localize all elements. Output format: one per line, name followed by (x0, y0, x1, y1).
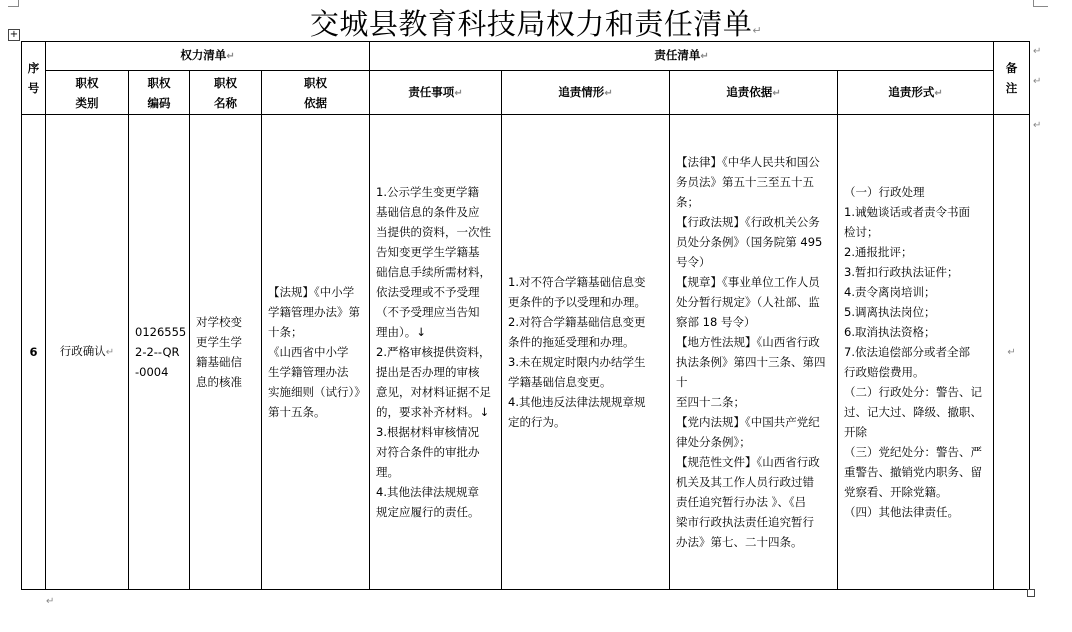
cell-line: 责任追究暂行办法 》、《吕 (676, 495, 807, 509)
cell-line: 2.通报批评； (844, 245, 913, 259)
cell-line: 告知变更学生学籍基 (376, 245, 480, 259)
cell-line: 察部 18 号令） (676, 315, 756, 329)
cell-line: 【法规】《中小学 (268, 285, 355, 299)
cell-line: 处分暂行规定》（人社部、监 (676, 295, 820, 309)
cell-line: 意见，对材料证据不足 (376, 385, 492, 399)
cell-line: 律处分条例》； (676, 435, 751, 449)
cell-line: 基础信息的条件及应 (376, 205, 480, 219)
cell-line: 4.其他法律法规规章 (376, 485, 479, 499)
cell-line: （不予受理应当告知 (376, 305, 480, 319)
responsibility-table (21, 41, 1030, 590)
row-power-type: 行政确认↵ (46, 115, 129, 590)
header-power-type: 职权 类别 (46, 71, 129, 115)
cell-line: 定的行为。 (508, 415, 566, 429)
cell-line: 务员法》第五十三至五十五 (676, 175, 815, 189)
paragraph-mark: ↵ (1033, 120, 1042, 131)
table-header-row-1 (22, 42, 1030, 71)
page-title: 交城县教育科技局权力和责任清单↵ (309, 7, 763, 41)
cell-line: 理。 (376, 465, 400, 479)
cell-line: 【规章】《事业单位工作人员 (676, 275, 820, 289)
cell-line: 行政赔偿费用。 (844, 365, 925, 379)
cell-line: 当提供的资料，一次性 (376, 225, 492, 239)
cell-line: 《山西省中小学 (268, 345, 349, 359)
cell-line: 学籍基础信息变更。 (508, 375, 612, 389)
header-seq: 序 号 (22, 42, 46, 115)
header-remark: 备 注 (994, 42, 1030, 115)
cell-line: -0004 (135, 365, 169, 379)
cell-line: （二）行政处分：警告、记 (844, 385, 983, 399)
cell-line: 3.暂扣行政执法证件； (844, 265, 959, 279)
cell-line: 6.取消执法资格； (844, 325, 936, 339)
cell-line: （三）党纪处分：警告、严 (844, 445, 983, 459)
cell-line: 过、记大过、降级、撤职、 (844, 405, 983, 419)
cell-line: 第十五条。 (268, 405, 326, 419)
cell-line: 生学籍管理办法 (268, 365, 349, 379)
cell-line: 更学生学 (196, 335, 242, 349)
paragraph-mark: ↵ (1033, 46, 1042, 57)
cell-line: 条件的拖延受理和办理。 (508, 335, 635, 349)
cell-line: 7.依法追偿部分或者全部 (844, 345, 970, 359)
cell-line: 3.未在规定时限内办结学生 (508, 355, 646, 369)
cell-line: 执法条例》第四十三条、第四十 (676, 355, 826, 389)
header-accountability-situation: 追责情形↵ (502, 71, 670, 115)
header-power-code: 职权 编码 (129, 71, 190, 115)
cell-line: 4.责令离岗培训； (844, 285, 936, 299)
cell-line: 1.对不符合学籍基础信息变 (508, 275, 646, 289)
header-power-name: 职权 名称 (190, 71, 262, 115)
cell-line: 1.诫勉谈话或者责令书面 (844, 205, 970, 219)
cell-line: 开除 (844, 425, 868, 439)
cell-line: 【规范性文件】《山西省行政 (676, 455, 820, 469)
row-remark: ↵ (994, 115, 1030, 590)
paragraph-mark: ↵ (1033, 76, 1042, 87)
table-header-row-2 (22, 71, 1030, 115)
row-resp-items (370, 115, 502, 590)
cell-line: （一）行政处理 (844, 185, 925, 199)
cell-line: 理由）。↓ (376, 325, 426, 339)
cell-line: 2-2--QR (135, 345, 180, 359)
cell-line: 5.调离执法岗位； (844, 305, 936, 319)
row-accountability-basis (670, 115, 838, 590)
cell-line: 规定应履行的责任。 (376, 505, 480, 519)
cell-line: 对学校变 (196, 315, 242, 329)
cell-line: 的，要求补齐材料。↓ (376, 405, 490, 419)
table-resize-handle[interactable] (1027, 589, 1035, 597)
cell-line: 【行政法规】《行政机关公务 (676, 215, 820, 229)
cell-line: 员处分条例》（国务院第 495 (676, 235, 823, 249)
table-row (22, 115, 1030, 590)
cell-line: 号令） (676, 255, 711, 269)
cell-line: 【法律】《中华人民共和国公 (676, 155, 820, 169)
cell-line: 籍基础信 (196, 355, 242, 369)
cell-line: 梁市行政执法责任追究暂行 (676, 515, 815, 529)
paragraph-mark: ↵ (46, 596, 55, 607)
cell-line: 4.其他违反法律法规规章规 (508, 395, 646, 409)
cell-line: 实施细则（试行）》 (268, 385, 366, 399)
header-responsibility-list: 责任清单↵ (370, 42, 994, 71)
cell-line: 学籍管理办法》第 (268, 305, 360, 319)
cell-line: 【党内法规】《中国共产党纪 (676, 415, 820, 429)
cell-line: 更条件的予以受理和办理。 (508, 295, 647, 309)
row-accountability-situation (502, 115, 670, 590)
table-move-handle-icon[interactable]: + (9, 29, 19, 40)
cell-line: 办法》第七、二十四条。 (676, 535, 803, 549)
header-power-list: 权力清单↵ (46, 42, 370, 71)
cell-line: 十条； (268, 325, 303, 339)
header-power-basis: 职权 依据 (262, 71, 370, 115)
header-accountability-form: 追责形式↵ (838, 71, 994, 115)
cell-line: 2.对符合学籍基础信息变更 (508, 315, 646, 329)
cell-line: 0126555 (135, 325, 187, 339)
cell-line: 3.根据材料审核情况 (376, 425, 479, 439)
header-accountability-basis: 追责依据↵ (670, 71, 838, 115)
row-seq: 6 (22, 115, 46, 590)
cell-line: 1.公示学生变更学籍 (376, 185, 479, 199)
cell-line: 检讨； (844, 225, 879, 239)
cell-line: 对符合条件的审批办 (376, 445, 480, 459)
cell-line: 息的核准 (196, 375, 242, 389)
cell-line: 机关及其工作人员行政过错 (676, 475, 815, 489)
cell-line: 【地方性法规】《山西省行政 (676, 335, 820, 349)
row-accountability-form (838, 115, 994, 590)
cell-line: 条； (676, 195, 700, 209)
cell-line: 至四十二条； (676, 395, 746, 409)
header-resp-items: 责任事项↵ (370, 71, 502, 115)
cell-line: 础信息手续所需材料， (376, 265, 492, 279)
row-power-code (129, 115, 190, 590)
cell-line: 重警告、撤销党内职务、留 (844, 465, 983, 479)
row-power-basis (262, 115, 370, 590)
row-power-name (190, 115, 262, 590)
cell-line: 党察看、开除党籍。 (844, 485, 948, 499)
cell-line: 提出是否办理的审核 (376, 365, 480, 379)
cell-line: 2.严格审核提供资料， (376, 345, 491, 359)
cell-line: （四）其他法律责任。 (844, 505, 960, 519)
cell-line: 依法受理或不予受理 (376, 285, 480, 299)
